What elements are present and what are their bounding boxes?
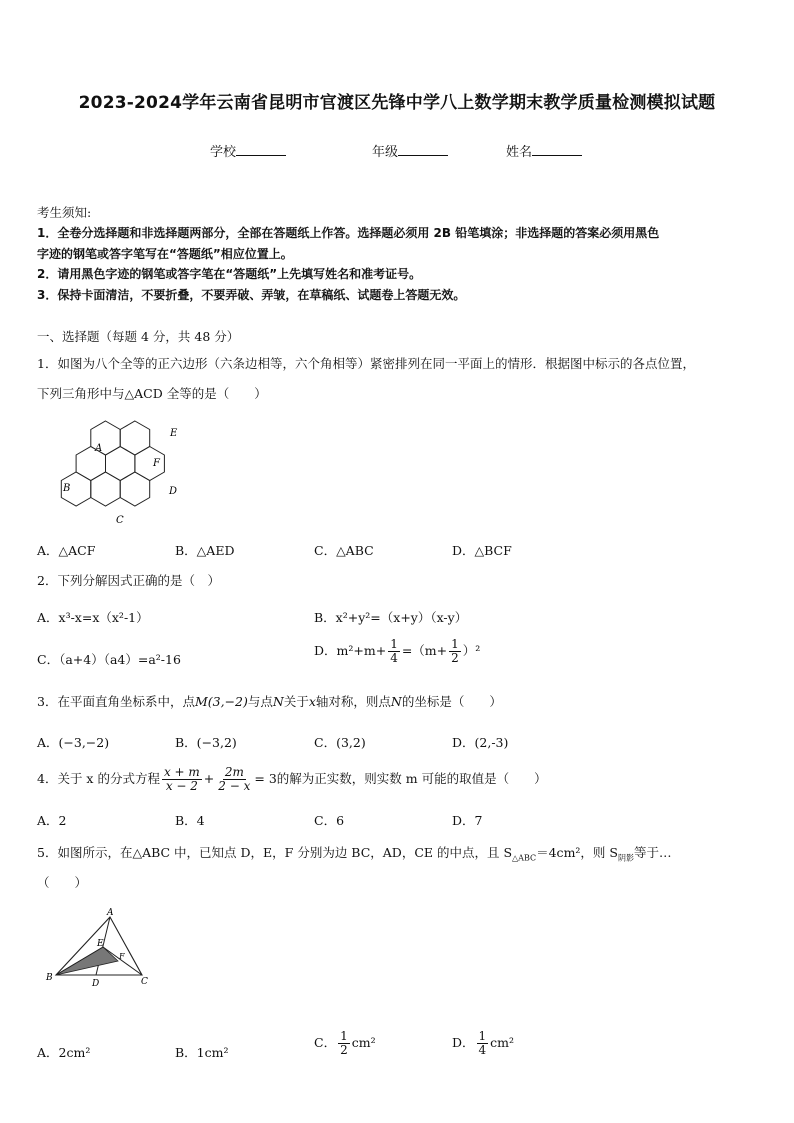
tri-label-C: C xyxy=(141,977,148,987)
tri-label-A: A xyxy=(107,908,114,918)
q5-option-d xyxy=(452,1030,514,1057)
q4-stem-post: 的解为正实数，则实数 m 可能的取值是（ ） xyxy=(276,771,547,786)
hexagon-4 xyxy=(106,447,135,481)
hexagon-figure xyxy=(55,418,195,530)
q3-option-d: D．(2,-3) xyxy=(452,735,509,750)
q2-fraction-half xyxy=(449,638,461,665)
q3-stem xyxy=(37,692,502,710)
q2-fraction-quarter xyxy=(388,638,400,665)
grade-label: 年级 xyxy=(372,145,399,160)
q5-optc-pre: C． xyxy=(314,1035,337,1050)
q1-option-c: C．△ABC xyxy=(314,543,374,558)
hex-label-D: D xyxy=(169,486,178,497)
hexagon-5 xyxy=(135,447,165,481)
school-field xyxy=(210,141,286,160)
tri-label-E: E xyxy=(97,939,104,949)
q5-stem-2: ＝4cm²，则 S xyxy=(536,845,618,860)
q4-stem xyxy=(37,766,547,793)
name-label: 姓名 xyxy=(506,145,533,160)
q5-fracc-den: 2 xyxy=(340,1043,348,1057)
q2-frac1-den: 4 xyxy=(390,651,398,665)
tri-label-B: B xyxy=(46,973,53,983)
q5-optd-unit: cm² xyxy=(490,1035,515,1050)
q1-stem-line1: 1．如图为八个全等的正六边形（六条边相等，六个角相等）紧密排列在同一平面上的情形．根据图中标示的各点位置， xyxy=(37,356,695,371)
q3-stem-mid2: 关于 xyxy=(283,694,309,709)
q5-stem-3: 等于… xyxy=(633,845,672,860)
q5-fracc-num: 1 xyxy=(340,1029,348,1043)
q3-stem-mid3: 轴对称，则点 xyxy=(315,694,391,709)
q5-option-c xyxy=(314,1030,376,1057)
name-field xyxy=(506,141,582,160)
q5-sub-shaded: 阴影 xyxy=(617,853,634,863)
notice-item-1-cont: 字迹的钢笔或答字笔写在“答题纸”相应位置上。 xyxy=(37,247,293,261)
q5-stem-1: 5．如图所示，在△ABC 中，已知点 D，E，F 分别为边 BC，AD，CE 的中点，且 S xyxy=(37,845,513,860)
page-title: 2023-2024学年云南省昆明市官渡区先锋中学八上数学期末教学质量检测模拟试题 xyxy=(78,93,716,113)
q3-point-n2: N xyxy=(390,694,402,709)
q3-point-m: M(3,−2) xyxy=(194,694,248,709)
q2-option-d xyxy=(314,638,480,665)
q2-stem: 2．下列分解因式正确的是（ ） xyxy=(37,573,220,588)
q5-option-b: B．1cm² xyxy=(175,1045,229,1060)
grade-blank xyxy=(398,143,448,156)
hexagon-2 xyxy=(120,421,150,455)
q2-optd-pre: D．m²+m+ xyxy=(314,643,387,658)
q5-fraction-half xyxy=(338,1030,350,1057)
q4-option-a: A．2 xyxy=(37,813,67,828)
section-heading: 一、选择题（每题 4 分，共 48 分） xyxy=(37,329,240,344)
q2-option-b: B．x²+y²=（x+y）（x-y） xyxy=(314,610,468,625)
q2-frac2-num: 1 xyxy=(451,637,459,651)
q2-option-c: C．（a+4）（a4）=a²-16 xyxy=(37,652,181,667)
q2-optd-mid: =（m+ xyxy=(401,643,448,658)
q5-option-a: A．2cm² xyxy=(37,1045,91,1060)
q1-option-d: D．△BCF xyxy=(452,543,512,558)
q4-frac2-num: 2m xyxy=(224,765,244,779)
hex-label-F: F xyxy=(153,458,160,469)
name-blank xyxy=(532,143,582,156)
triangle-figure xyxy=(40,905,155,987)
notice-item-3: 3．保持卡面清洁，不要折叠，不要弄破、弄皱，在草稿纸、试题卷上答题无效。 xyxy=(37,288,466,302)
q4-option-d: D．7 xyxy=(452,813,483,828)
q4-frac1-num: x + m xyxy=(163,765,200,779)
hex-label-E: E xyxy=(170,428,178,439)
q3-option-b: B．(−3,2) xyxy=(175,735,237,750)
q3-option-c: C．(3,2) xyxy=(314,735,366,750)
q5-answer-paren: （ ） xyxy=(37,875,88,890)
q3-option-a: A．(−3,−2) xyxy=(37,735,110,750)
q4-fraction-1 xyxy=(162,766,202,793)
q5-sub-abc: △ABC xyxy=(512,853,537,863)
q3-stem-post: 的坐标是（ ） xyxy=(401,694,502,709)
q4-option-c: C．6 xyxy=(314,813,345,828)
q3-axis: x xyxy=(308,694,316,709)
notice-item-1: 1．全卷分选择题和非选择题两部分，全部在答题纸上作答。选择题必须用 2B 铅笔填涂；非选择题的答案必须用黑色 xyxy=(37,226,660,240)
q4-frac1-den: x − 2 xyxy=(165,779,198,793)
q3-stem-pre: 3．在平面直角坐标系中，点 xyxy=(37,694,195,709)
q3-point-n: N xyxy=(272,694,284,709)
hex-label-A: A xyxy=(95,443,103,454)
q5-optd-pre: D． xyxy=(452,1035,475,1050)
q4-fraction-2 xyxy=(216,766,252,793)
q5-fracd-den: 4 xyxy=(478,1043,487,1057)
q4-frac2-den: 2 − x xyxy=(218,779,251,793)
hexagon-8 xyxy=(120,472,150,506)
q1-option-b: B．△AED xyxy=(175,543,235,558)
grade-field xyxy=(372,141,448,160)
q2-frac1-num: 1 xyxy=(390,637,398,651)
q1-option-a: A．△ACF xyxy=(37,543,96,558)
q4-plus: + xyxy=(203,771,215,786)
q5-optc-unit: cm² xyxy=(351,1035,376,1050)
q2-frac2-den: 2 xyxy=(451,651,459,665)
q1-stem-line2: 下列三角形中与△ACD 全等的是（ ） xyxy=(37,386,267,401)
q2-option-a: A．x³-x=x（x²-1） xyxy=(37,610,149,625)
q5-stem xyxy=(37,843,671,864)
school-blank xyxy=(236,143,286,156)
notice-item-2: 2．请用黑色字迹的钢笔或答字笔在“答题纸”上先填写姓名和准考证号。 xyxy=(37,267,422,281)
q4-option-b: B．4 xyxy=(175,813,205,828)
q2-optd-post: ）² xyxy=(462,643,481,658)
q4-stem-pre: 4．关于 x 的分式方程 xyxy=(37,771,160,786)
tri-label-D: D xyxy=(92,979,100,987)
q4-eq: = 3 xyxy=(254,771,277,786)
hex-label-B: B xyxy=(63,483,71,494)
q5-fraction-quarter xyxy=(477,1030,489,1057)
q3-stem-mid: 与点 xyxy=(247,694,273,709)
hex-label-C: C xyxy=(116,515,124,526)
q5-fracd-num: 1 xyxy=(478,1029,487,1043)
school-label: 学校 xyxy=(210,145,237,160)
notice-heading: 考生须知: xyxy=(37,205,92,220)
hexagon-7 xyxy=(91,472,120,506)
tri-label-F: F xyxy=(119,952,125,961)
